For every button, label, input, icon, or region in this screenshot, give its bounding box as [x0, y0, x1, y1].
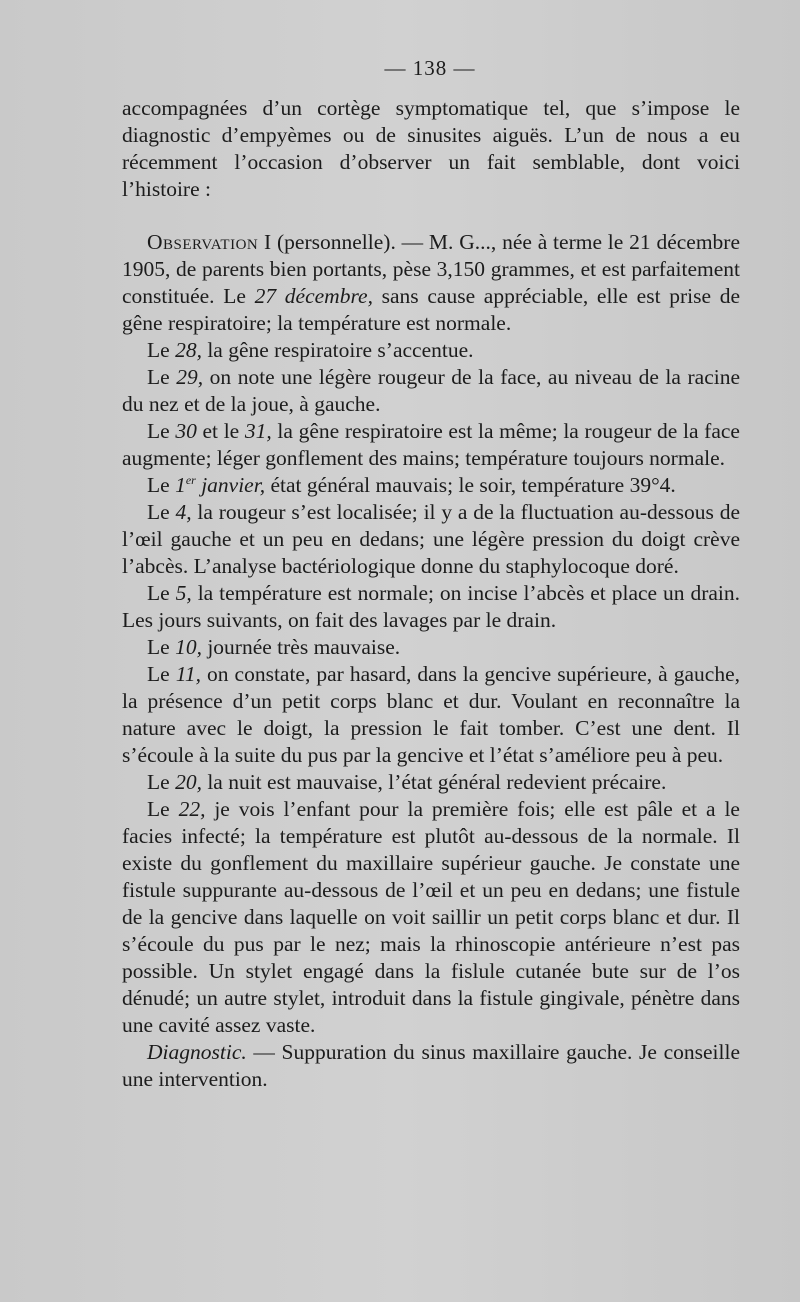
entry-paragraph [122, 337, 740, 364]
page-number: — 138 — [384, 56, 476, 80]
entry-date: 4, [175, 500, 192, 524]
entry-paragraph [122, 796, 740, 1039]
entry-text: la gêne respiratoire est la même; la rougeur de la face augmente; léger gonflement des mains; température toujours normale. [122, 419, 740, 470]
entry-date: 20, [175, 770, 202, 794]
observation-roman: I [264, 230, 272, 254]
entry-date: 30 [175, 419, 197, 443]
entry-text: je vois l’enfant pour la première fois; elle est pâle et a le facies infecté; la température est plutôt au-dessous de la normale. Il existe du gonflement du maxillaire supérieur gauche. Je constate une fistule suppurante au-dessous de l’œil et un peu en dedans; une fistule de la gencive dans laquelle on voit saillir un petit corps blanc et dur. Il s’écoule du pus par le nez; mais la rhinoscopie antérieure n’est pas possible. Un stylet engagé dans la fislule cutanée bute sur de l’os dénudé; un autre stylet, introduit dans la fistule gingivale, pénètre dans une cavité assez vaste. [122, 797, 740, 1037]
diagnostic-paragraph [122, 1039, 740, 1093]
entry-paragraph [122, 499, 740, 580]
body-text [122, 95, 740, 1093]
observation-text-2: sans cause appréciable, elle est prise de gêne respiratoire; la température est normale. [122, 284, 741, 335]
observation-paragraph [122, 229, 740, 337]
entry-paragraph [122, 661, 740, 769]
entry-text: on note une légère rougeur de la face, au niveau de la racine du nez et de la joue, à gauche. [122, 365, 741, 416]
entry-text: la rougeur s’est localisée; il y a de la fluctuation au-dessous de l’œil gauche et un peu en dedans; une légère pression du doigt crève l’abcès. L’analyse bactériologique donne du staphylocoque doré. [122, 500, 740, 578]
entry-le: Le [147, 770, 176, 794]
entry-connector: et le [196, 419, 245, 443]
entry-text: on constate, par hasard, dans la gencive supérieure, à gauche, la présence d’un petit corps blanc et dur. Voulant en reconnaître la nature avec le doigt, la pression le fait tomber. C’est une dent. Il s’écoule à la suite du pus par la gencive et l’état s’améliore peu à peu. [122, 662, 740, 767]
entry-text: journée très mauvaise. [201, 635, 401, 659]
entry-date: 1er janvier, [175, 472, 266, 497]
entry-paragraph [122, 418, 740, 472]
entry-le: Le [147, 473, 176, 497]
observation-date: 27 décembre, [254, 284, 373, 308]
entry-text: la nuit est mauvaise, l’état général redevient précaire. [201, 770, 667, 794]
entry-le: Le [147, 338, 176, 362]
entry-date: 22, [178, 797, 206, 821]
entry-paragraph [122, 634, 740, 661]
entry-date: 5, [175, 581, 192, 605]
entry-le: Le [147, 500, 176, 524]
intro-paragraph: accompagnées d’un cortège symptomatique tel, que s’impose le diagnostic d’empyèmes ou de sinusites aiguës. L’un de nous a eu récemment l’occasion d’observer un fait semblable, dont voici l’histoire : [122, 96, 740, 201]
observation-label: Observation [147, 230, 259, 254]
diagnostic-text: — Suppuration du sinus maxillaire gauche. Je conseille une intervention. [122, 1040, 740, 1091]
entry-date-2: 31, [244, 419, 272, 443]
entry-paragraph [122, 364, 740, 418]
entry-text: état général mauvais; le soir, température 39°4. [265, 473, 676, 497]
entry-le: Le [147, 581, 176, 605]
entry-paragraph [122, 472, 740, 499]
entry-text: la température est normale; on incise l’abcès et place un drain. Les jours suivants, on fait des lavages par le drain. [122, 581, 740, 632]
entry-le: Le [147, 365, 177, 389]
diagnostic-label: Diagnostic. [147, 1040, 247, 1064]
entry-date: 11, [175, 662, 201, 686]
entry-le: Le [147, 635, 176, 659]
observation-text: (personnelle). — M. G..., née à terme le 21 décembre 1905, de parents bien portants, pèse 3,150 grammes, et est parfaitement constituée. Le [122, 230, 740, 308]
entry-text: la gêne respiratoire s’accentue. [201, 338, 474, 362]
entry-paragraph [122, 580, 740, 634]
entry-le: Le [147, 662, 176, 686]
entry-date: 28, [175, 338, 202, 362]
entry-le: Le [147, 797, 179, 821]
entry-date: 29, [176, 365, 204, 389]
entry-date: 10, [175, 635, 202, 659]
entry-paragraph [122, 769, 740, 796]
ordinal-superscript: er [185, 472, 196, 487]
entry-le: Le [147, 419, 176, 443]
